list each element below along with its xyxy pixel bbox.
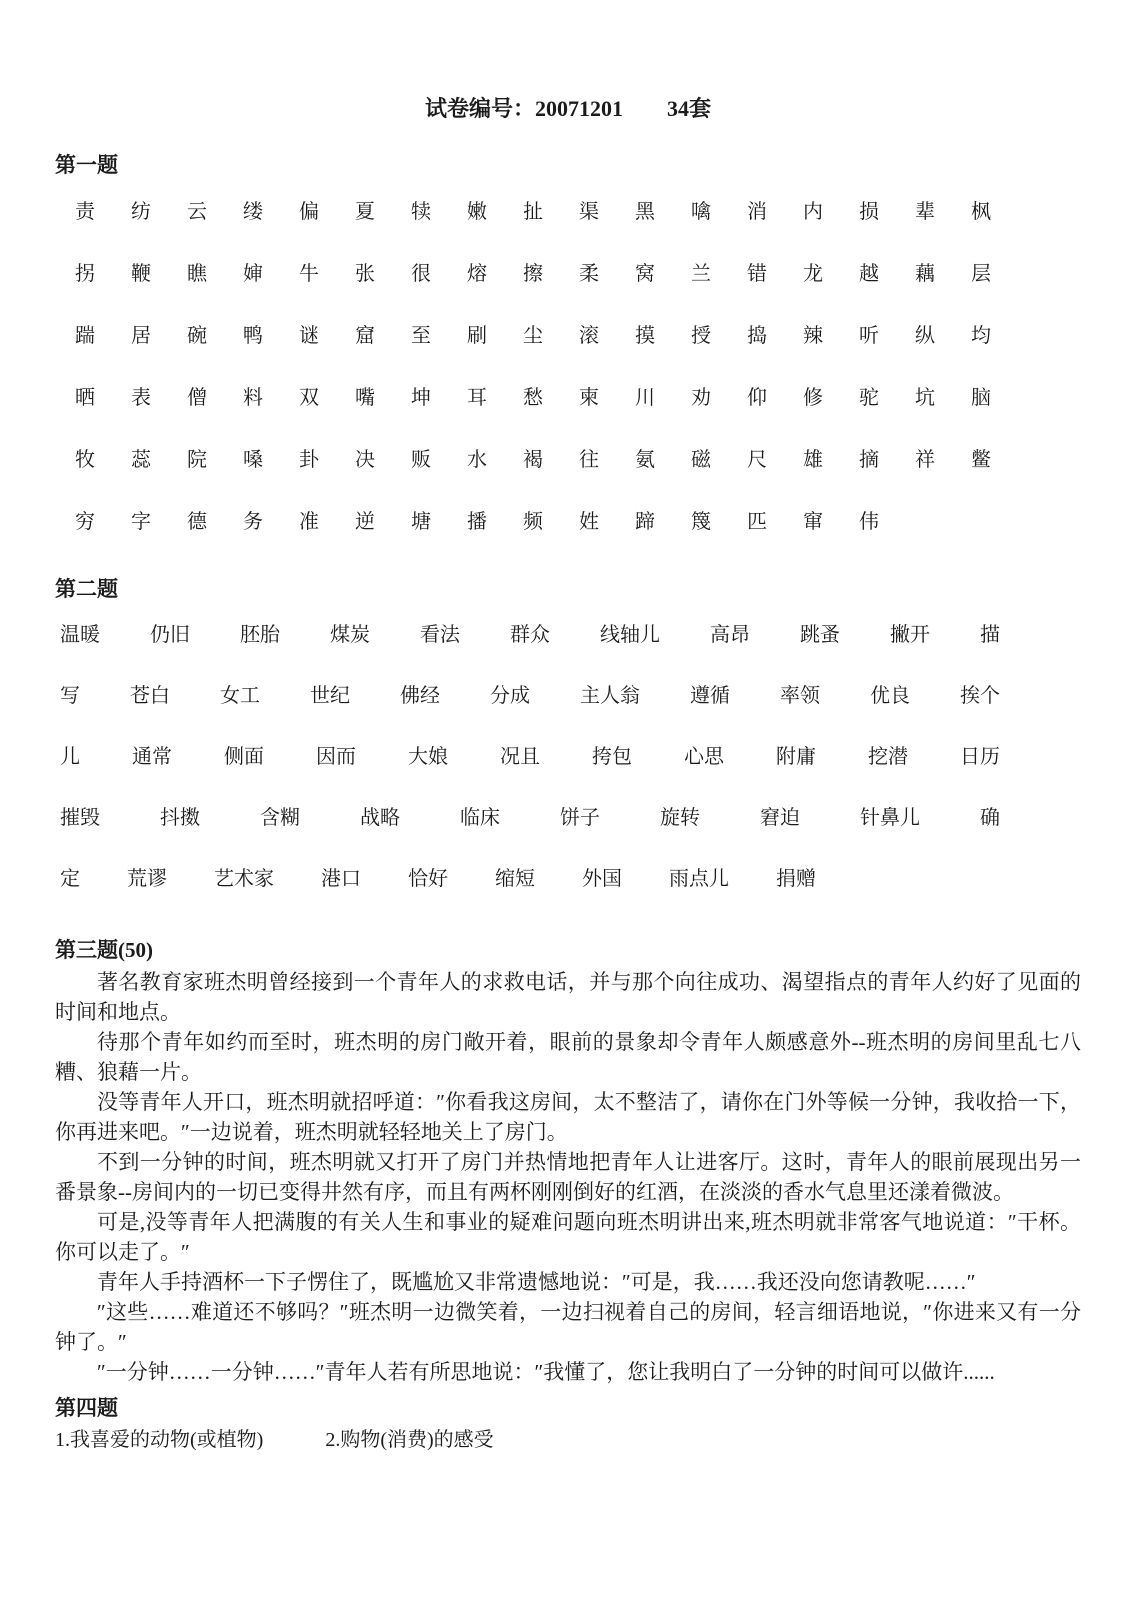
character-cell: 字 xyxy=(131,510,151,533)
character-cell: 尺 xyxy=(747,448,767,471)
word-cell: 针鼻儿 xyxy=(860,807,920,829)
character-cell: 谜 xyxy=(299,324,319,347)
character-cell: 愁 xyxy=(523,386,543,409)
section-2-word-grid xyxy=(60,602,1081,907)
word-cell: 确 xyxy=(980,807,1000,829)
character-cell: 龙 xyxy=(803,262,823,285)
character-cell: 鞭 xyxy=(131,262,151,285)
section-4-topics xyxy=(55,1425,1081,1455)
word-cell: 遵循 xyxy=(690,685,730,707)
character-cell: 拐 xyxy=(75,262,95,285)
character-cell: 摘 xyxy=(859,448,879,471)
character-cell: 内 xyxy=(803,200,823,223)
word-cell: 心思 xyxy=(684,746,724,768)
character-cell: 牧 xyxy=(75,448,95,471)
word-cell: 战略 xyxy=(360,807,400,829)
character-cell: 蕊 xyxy=(131,448,151,471)
word-row xyxy=(60,846,1000,907)
character-cell: 务 xyxy=(243,510,263,533)
character-cell: 蹄 xyxy=(635,510,655,533)
word-cell: 艺术家 xyxy=(214,868,274,890)
character-cell: 错 xyxy=(747,262,767,285)
character-cell: 耳 xyxy=(467,386,487,409)
character-cell: 雄 xyxy=(803,448,823,471)
character-cell: 逆 xyxy=(355,510,375,533)
character-cell: 层 xyxy=(971,262,991,285)
character-cell: 鸭 xyxy=(243,324,263,347)
word-cell: 撇开 xyxy=(890,624,930,646)
section-3-passage xyxy=(55,967,1081,1387)
character-cell: 双 xyxy=(299,386,319,409)
word-cell: 分成 xyxy=(490,685,530,707)
character-cell: 噙 xyxy=(691,200,711,223)
word-cell: 女工 xyxy=(220,685,260,707)
word-cell: 煤炭 xyxy=(330,624,370,646)
character-cell: 鳖 xyxy=(971,448,991,471)
passage-paragraph: 不到一分钟的时间，班杰明就又打开了房门并热情地把青年人让进客厅。这时，青年人的眼前展现出另一番景象--房间内的一切已变得井然有序，而且有两杯刚刚倒好的红酒，在淡淡的香水气息里还漾着微波。 xyxy=(55,1150,1081,1204)
character-cell: 偏 xyxy=(299,200,319,223)
section-4-heading: 第四题 xyxy=(55,1396,118,1420)
word-row xyxy=(60,663,1000,724)
character-cell: 犊 xyxy=(411,200,431,223)
character-cell: 姓 xyxy=(579,510,599,533)
word-cell: 捐赠 xyxy=(776,868,816,890)
word-cell: 儿 xyxy=(60,746,80,768)
character-cell: 坑 xyxy=(915,386,935,409)
topic-item: 2.购物(消费)的感受 xyxy=(325,1429,494,1451)
character-cell: 水 xyxy=(467,448,487,471)
character-cell: 授 xyxy=(691,324,711,347)
character-cell: 贩 xyxy=(411,448,431,471)
section-3-heading: 第三题(50) xyxy=(55,938,153,962)
character-cell: 责 xyxy=(75,200,95,223)
word-cell: 含糊 xyxy=(260,807,300,829)
character-cell: 摸 xyxy=(635,324,655,347)
passage-paragraph: 没等青年人开口，班杰明就招呼道：″你看我这房间，太不整洁了，请你在门外等候一分钟，我收拾一下，你再进来吧。″一边说着，班杰明就轻轻地关上了房门。 xyxy=(55,1090,1081,1144)
character-cell: 伟 xyxy=(859,510,879,533)
word-cell: 看法 xyxy=(420,624,460,646)
word-cell: 饼子 xyxy=(560,807,600,829)
word-cell: 挖潜 xyxy=(868,746,908,768)
word-cell: 温暖 xyxy=(60,624,100,646)
character-cell: 滚 xyxy=(579,324,599,347)
character-cell: 捣 xyxy=(747,324,767,347)
passage-paragraph: ″这些……难道还不够吗？″班杰明一边微笑着，一边扫视着自己的房间，轻言细语地说，″你进来又有一分钟了。″ xyxy=(55,1300,1081,1354)
word-cell: 高昂 xyxy=(710,624,750,646)
passage-paragraph: 著名教育家班杰明曾经接到一个青年人的求救电话，并与那个向往成功、渴望指点的青年人约好了见面的时间和地点。 xyxy=(55,970,1081,1024)
character-cell: 塘 xyxy=(411,510,431,533)
word-cell: 群众 xyxy=(510,624,550,646)
word-cell: 苍白 xyxy=(130,685,170,707)
character-cell: 准 xyxy=(299,510,319,533)
word-cell: 港口 xyxy=(321,868,361,890)
word-cell: 描 xyxy=(980,624,1000,646)
passage-paragraph: ″一分钟……一分钟……″青年人若有所思地说：″我懂了，您让我明白了一分钟的时间可以做许...... xyxy=(97,1360,995,1384)
character-cell: 牛 xyxy=(299,262,319,285)
word-cell: 附庸 xyxy=(776,746,816,768)
word-cell: 临床 xyxy=(460,807,500,829)
page-title: 试卷编号：20071201 34套 xyxy=(424,96,711,121)
word-cell: 佛经 xyxy=(400,685,440,707)
word-cell: 恰好 xyxy=(408,868,448,890)
word-cell: 窘迫 xyxy=(760,807,800,829)
character-cell: 熔 xyxy=(467,262,487,285)
word-row xyxy=(60,602,1000,663)
word-row xyxy=(60,724,1000,785)
character-cell: 窜 xyxy=(803,510,823,533)
character-cell: 夏 xyxy=(355,200,375,223)
character-cell: 僧 xyxy=(187,386,207,409)
word-cell: 抖擞 xyxy=(160,807,200,829)
character-row xyxy=(75,240,1081,302)
word-cell: 写 xyxy=(60,685,80,707)
word-cell: 旋转 xyxy=(660,807,700,829)
character-cell: 辣 xyxy=(803,324,823,347)
character-row xyxy=(75,426,1081,488)
character-cell: 窝 xyxy=(635,262,655,285)
character-cell: 尘 xyxy=(523,324,543,347)
word-cell: 日历 xyxy=(960,746,1000,768)
character-cell: 刷 xyxy=(467,324,487,347)
character-cell: 窟 xyxy=(355,324,375,347)
character-cell: 碗 xyxy=(187,324,207,347)
section-2-heading: 第二题 xyxy=(55,577,118,601)
character-cell: 辈 xyxy=(915,200,935,223)
character-cell: 嗓 xyxy=(243,448,263,471)
character-cell: 纺 xyxy=(131,200,151,223)
character-row xyxy=(75,178,1081,240)
character-cell: 褐 xyxy=(523,448,543,471)
character-cell: 篾 xyxy=(691,510,711,533)
word-cell: 挎包 xyxy=(592,746,632,768)
character-cell: 嫩 xyxy=(467,200,487,223)
word-cell: 侧面 xyxy=(224,746,264,768)
character-cell: 听 xyxy=(859,324,879,347)
word-cell: 胚胎 xyxy=(240,624,280,646)
character-cell: 消 xyxy=(747,200,767,223)
character-cell: 祥 xyxy=(915,448,935,471)
character-cell: 黑 xyxy=(635,200,655,223)
character-cell: 播 xyxy=(467,510,487,533)
character-cell: 越 xyxy=(859,262,879,285)
character-cell: 匹 xyxy=(747,510,767,533)
character-cell: 婶 xyxy=(243,262,263,285)
word-cell: 世纪 xyxy=(310,685,350,707)
character-cell: 踹 xyxy=(75,324,95,347)
character-cell: 坤 xyxy=(411,386,431,409)
word-cell: 仍旧 xyxy=(150,624,190,646)
character-cell: 居 xyxy=(131,324,151,347)
word-cell: 优良 xyxy=(870,685,910,707)
character-cell: 瞧 xyxy=(187,262,207,285)
character-cell: 脑 xyxy=(971,386,991,409)
character-cell: 兰 xyxy=(691,262,711,285)
section-1-character-grid xyxy=(75,178,1081,550)
character-cell: 晒 xyxy=(75,386,95,409)
character-cell: 院 xyxy=(187,448,207,471)
word-cell: 定 xyxy=(60,868,80,890)
character-cell: 劝 xyxy=(691,386,711,409)
word-cell: 缩短 xyxy=(495,868,535,890)
character-cell: 张 xyxy=(355,262,375,285)
character-cell: 往 xyxy=(579,448,599,471)
character-cell: 损 xyxy=(859,200,879,223)
word-cell: 外国 xyxy=(582,868,622,890)
character-cell: 云 xyxy=(187,200,207,223)
character-cell: 渠 xyxy=(579,200,599,223)
word-cell: 线轴儿 xyxy=(600,624,660,646)
word-cell: 通常 xyxy=(132,746,172,768)
character-row xyxy=(75,364,1081,426)
word-cell: 大娘 xyxy=(408,746,448,768)
character-cell: 频 xyxy=(523,510,543,533)
word-cell: 挨个 xyxy=(960,685,1000,707)
character-cell: 氨 xyxy=(635,448,655,471)
section-1-heading: 第一题 xyxy=(55,153,118,177)
character-cell: 藕 xyxy=(915,262,935,285)
character-cell: 磁 xyxy=(691,448,711,471)
word-cell: 摧毁 xyxy=(60,807,100,829)
word-cell: 况且 xyxy=(500,746,540,768)
character-cell: 决 xyxy=(355,448,375,471)
character-cell: 嘴 xyxy=(355,386,375,409)
character-cell: 川 xyxy=(635,386,655,409)
character-cell: 均 xyxy=(971,324,991,347)
character-cell: 表 xyxy=(131,386,151,409)
character-cell: 很 xyxy=(411,262,431,285)
word-cell: 荒谬 xyxy=(127,868,167,890)
word-cell: 雨点儿 xyxy=(669,868,729,890)
word-cell: 因而 xyxy=(316,746,356,768)
topic-item: 1.我喜爱的动物(或植物) xyxy=(55,1429,264,1451)
character-cell: 穷 xyxy=(75,510,95,533)
character-cell: 修 xyxy=(803,386,823,409)
character-cell: 仰 xyxy=(747,386,767,409)
character-cell: 驼 xyxy=(859,386,879,409)
character-cell: 料 xyxy=(243,386,263,409)
word-cell: 跳蚤 xyxy=(800,624,840,646)
word-row xyxy=(60,785,1000,846)
character-cell: 枫 xyxy=(971,200,991,223)
word-cell: 率领 xyxy=(780,685,820,707)
character-cell: 扯 xyxy=(523,200,543,223)
character-cell: 擦 xyxy=(523,262,543,285)
character-row xyxy=(75,488,1081,550)
character-cell: 纵 xyxy=(915,324,935,347)
character-cell: 柔 xyxy=(579,262,599,285)
passage-paragraph: 可是,没等青年人把满腹的有关人生和事业的疑难问题向班杰明讲出来,班杰明就非常客气地说道：″干杯。你可以走了。″ xyxy=(55,1210,1081,1264)
character-cell: 至 xyxy=(411,324,431,347)
character-cell: 柬 xyxy=(579,386,599,409)
character-cell: 德 xyxy=(187,510,207,533)
passage-paragraph: 待那个青年如约而至时，班杰明的房门敞开着，眼前的景象却令青年人颇感意外--班杰明的房间里乱七八糟、狼藉一片。 xyxy=(55,1030,1081,1084)
word-cell: 主人翁 xyxy=(580,685,640,707)
character-row xyxy=(75,302,1081,364)
character-cell: 卦 xyxy=(299,448,319,471)
character-cell: 缕 xyxy=(243,200,263,223)
passage-paragraph: 青年人手持酒杯一下子愣住了，既尴尬又非常遗憾地说：″可是，我……我还没向您请教呢……″ xyxy=(97,1270,976,1294)
